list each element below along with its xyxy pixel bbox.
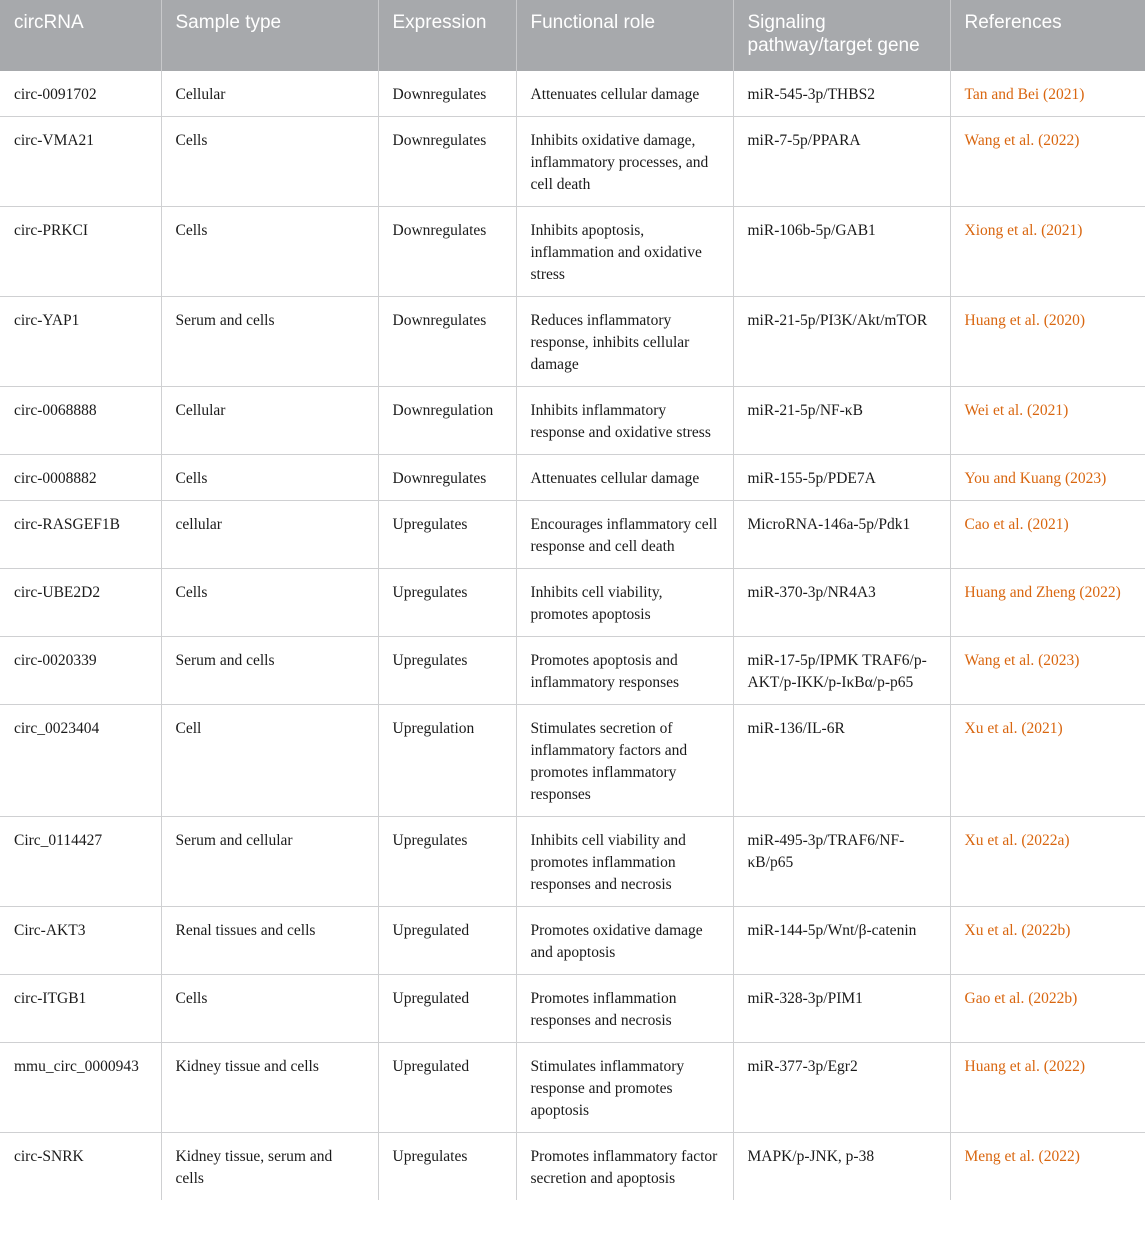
reference-link[interactable]: Xu et al. (2021) bbox=[950, 705, 1145, 817]
header-expression: Expression bbox=[378, 0, 516, 71]
reference-link[interactable]: Cao et al. (2021) bbox=[950, 501, 1145, 569]
cell-expression: Upregulated bbox=[378, 1043, 516, 1133]
header-circrna: circRNA bbox=[0, 0, 161, 71]
cell-functional-role: Stimulates inflammatory response and promotes apoptosis bbox=[516, 1043, 733, 1133]
cell-circrna: circ-UBE2D2 bbox=[0, 569, 161, 637]
cell-sample-type: Serum and cells bbox=[161, 297, 378, 387]
cell-circrna: circ-RASGEF1B bbox=[0, 501, 161, 569]
cell-sample-type: Cells bbox=[161, 455, 378, 501]
cell-functional-role: Encourages inflammatory cell response and cell death bbox=[516, 501, 733, 569]
reference-link[interactable]: Wei et al. (2021) bbox=[950, 387, 1145, 455]
table-body bbox=[0, 71, 1145, 1200]
table-row bbox=[0, 817, 1145, 907]
reference-link[interactable]: Xu et al. (2022a) bbox=[950, 817, 1145, 907]
cell-expression: Downregulates bbox=[378, 297, 516, 387]
table-row bbox=[0, 907, 1145, 975]
header-signaling-pathway: Signaling pathway/target gene bbox=[733, 0, 950, 71]
cell-sample-type: Renal tissues and cells bbox=[161, 907, 378, 975]
cell-functional-role: Promotes inflammatory factor secretion and apoptosis bbox=[516, 1133, 733, 1201]
cell-functional-role: Inhibits oxidative damage, inflammatory processes, and cell death bbox=[516, 117, 733, 207]
cell-sample-type: Serum and cellular bbox=[161, 817, 378, 907]
cell-expression: Downregulates bbox=[378, 71, 516, 117]
cell-sample-type: Kidney tissue, serum and cells bbox=[161, 1133, 378, 1201]
table-header bbox=[0, 0, 1145, 71]
cell-circrna: circ-0008882 bbox=[0, 455, 161, 501]
cell-sample-type: Cells bbox=[161, 975, 378, 1043]
table-row bbox=[0, 1133, 1145, 1201]
cell-signaling-pathway: miR-136/IL-6R bbox=[733, 705, 950, 817]
cell-sample-type: Cells bbox=[161, 207, 378, 297]
cell-functional-role: Promotes apoptosis and inflammatory responses bbox=[516, 637, 733, 705]
cell-sample-type: cellular bbox=[161, 501, 378, 569]
cell-circrna: circ-VMA21 bbox=[0, 117, 161, 207]
table-row bbox=[0, 71, 1145, 117]
reference-link[interactable]: Huang and Zheng (2022) bbox=[950, 569, 1145, 637]
cell-sample-type: Serum and cells bbox=[161, 637, 378, 705]
cell-sample-type: Kidney tissue and cells bbox=[161, 1043, 378, 1133]
cell-circrna: circ-YAP1 bbox=[0, 297, 161, 387]
table-row bbox=[0, 387, 1145, 455]
cell-signaling-pathway: miR-495-3p/TRAF6/NF-κB/p65 bbox=[733, 817, 950, 907]
cell-functional-role: Reduces inflammatory response, inhibits cellular damage bbox=[516, 297, 733, 387]
table-row bbox=[0, 501, 1145, 569]
cell-sample-type: Cells bbox=[161, 117, 378, 207]
table-row bbox=[0, 117, 1145, 207]
cell-sample-type: Cells bbox=[161, 569, 378, 637]
reference-link[interactable]: Xu et al. (2022b) bbox=[950, 907, 1145, 975]
cell-sample-type: Cellular bbox=[161, 387, 378, 455]
reference-link[interactable]: Meng et al. (2022) bbox=[964, 1148, 1080, 1165]
cell-functional-role: Attenuates cellular damage bbox=[516, 455, 733, 501]
cell-signaling-pathway: miR-377-3p/Egr2 bbox=[733, 1043, 950, 1133]
cell-expression: Downregulates bbox=[378, 207, 516, 297]
cell-functional-role: Inhibits apoptosis, inflammation and oxidative stress bbox=[516, 207, 733, 297]
header-row bbox=[0, 0, 1145, 71]
cell-functional-role: Inhibits inflammatory response and oxidative stress bbox=[516, 387, 733, 455]
table-row bbox=[0, 975, 1145, 1043]
cell-functional-role: Attenuates cellular damage bbox=[516, 71, 733, 117]
cell-expression: Upregulated bbox=[378, 907, 516, 975]
cell-signaling-pathway: miR-370-3p/NR4A3 bbox=[733, 569, 950, 637]
cell-circrna: circ_0023404 bbox=[0, 705, 161, 817]
cell-expression: Upregulates bbox=[378, 637, 516, 705]
cell-circrna: circ-0020339 bbox=[0, 637, 161, 705]
cell-circrna: circ-PRKCI bbox=[0, 207, 161, 297]
cell-sample-type: Cellular bbox=[161, 71, 378, 117]
cell-expression: Upregulates bbox=[378, 817, 516, 907]
cell-functional-role: Promotes oxidative damage and apoptosis bbox=[516, 907, 733, 975]
cell-circrna: circ-0091702 bbox=[0, 71, 161, 117]
cell-signaling-pathway: miR-106b-5p/GAB1 bbox=[733, 207, 950, 297]
cell-expression: Downregulates bbox=[378, 117, 516, 207]
cell-expression: Upregulates bbox=[378, 501, 516, 569]
cell-functional-role: Inhibits cell viability and promotes inflammation responses and necrosis bbox=[516, 817, 733, 907]
table-row bbox=[0, 569, 1145, 637]
cell-signaling-pathway: miR-7-5p/PPARA bbox=[733, 117, 950, 207]
cell-signaling-pathway: miR-144-5p/Wnt/β-catenin bbox=[733, 907, 950, 975]
cell-circrna: circ-SNRK bbox=[0, 1133, 161, 1201]
table-row bbox=[0, 705, 1145, 817]
cell-expression: Downregulation bbox=[378, 387, 516, 455]
cell-circrna: circ-0068888 bbox=[0, 387, 161, 455]
cell-functional-role: Inhibits cell viability, promotes apoptosis bbox=[516, 569, 733, 637]
cell-circrna: mmu_circ_0000943 bbox=[0, 1043, 161, 1133]
table-row bbox=[0, 297, 1145, 387]
reference-link[interactable]: Huang et al. (2020) bbox=[950, 297, 1145, 387]
cell-signaling-pathway: miR-21-5p/NF-κB bbox=[733, 387, 950, 455]
reference-link[interactable]: Huang et al. (2022) bbox=[950, 1043, 1145, 1133]
cell-functional-role: Stimulates secretion of inflammatory factors and promotes inflammatory responses bbox=[516, 705, 733, 817]
cell-circrna: Circ_0114427 bbox=[0, 817, 161, 907]
cell-signaling-pathway: MicroRNA-146a-5p/Pdk1 bbox=[733, 501, 950, 569]
cell-circrna: Circ-AKT3 bbox=[0, 907, 161, 975]
reference-link[interactable]: Gao et al. (2022b) bbox=[950, 975, 1145, 1043]
cell-sample-type: Cell bbox=[161, 705, 378, 817]
cell-expression: Upregulated bbox=[378, 975, 516, 1043]
reference-link[interactable]: Xiong et al. (2021) bbox=[950, 207, 1145, 297]
cell-expression: Upregulates bbox=[378, 569, 516, 637]
reference-link[interactable]: Wang et al. (2023) bbox=[950, 637, 1145, 705]
header-functional-role: Functional role bbox=[516, 0, 733, 71]
cell-signaling-pathway: miR-328-3p/PIM1 bbox=[733, 975, 950, 1043]
reference-link[interactable]: Tan and Bei (2021) bbox=[950, 71, 1145, 117]
table-row bbox=[0, 207, 1145, 297]
cell-expression: Upregulates bbox=[378, 1133, 516, 1201]
cell-signaling-pathway: miR-155-5p/PDE7A bbox=[733, 455, 950, 501]
cell-functional-role: Promotes inflammation responses and necrosis bbox=[516, 975, 733, 1043]
cell-signaling-pathway: miR-21-5p/PI3K/Akt/mTOR bbox=[733, 297, 950, 387]
table-row bbox=[0, 637, 1145, 705]
table-row bbox=[0, 1043, 1145, 1133]
header-sample-type: Sample type bbox=[161, 0, 378, 71]
reference-link[interactable]: Wang et al. (2022) bbox=[950, 117, 1145, 207]
reference-link[interactable]: You and Kuang (2023) bbox=[950, 455, 1145, 501]
header-references: References bbox=[950, 0, 1145, 71]
cell-signaling-pathway: miR-17-5p/IPMK TRAF6/p-AKT/p-IKK/p-IκBα/p-p65 bbox=[733, 637, 950, 705]
cell-expression: Downregulates bbox=[378, 455, 516, 501]
cell-expression: Upregulation bbox=[378, 705, 516, 817]
cell-signaling-pathway: MAPK/p-JNK, p-38 bbox=[733, 1133, 950, 1201]
table-row bbox=[0, 455, 1145, 501]
cell-circrna: circ-ITGB1 bbox=[0, 975, 161, 1043]
cell-signaling-pathway: miR-545-3p/THBS2 bbox=[733, 71, 950, 117]
